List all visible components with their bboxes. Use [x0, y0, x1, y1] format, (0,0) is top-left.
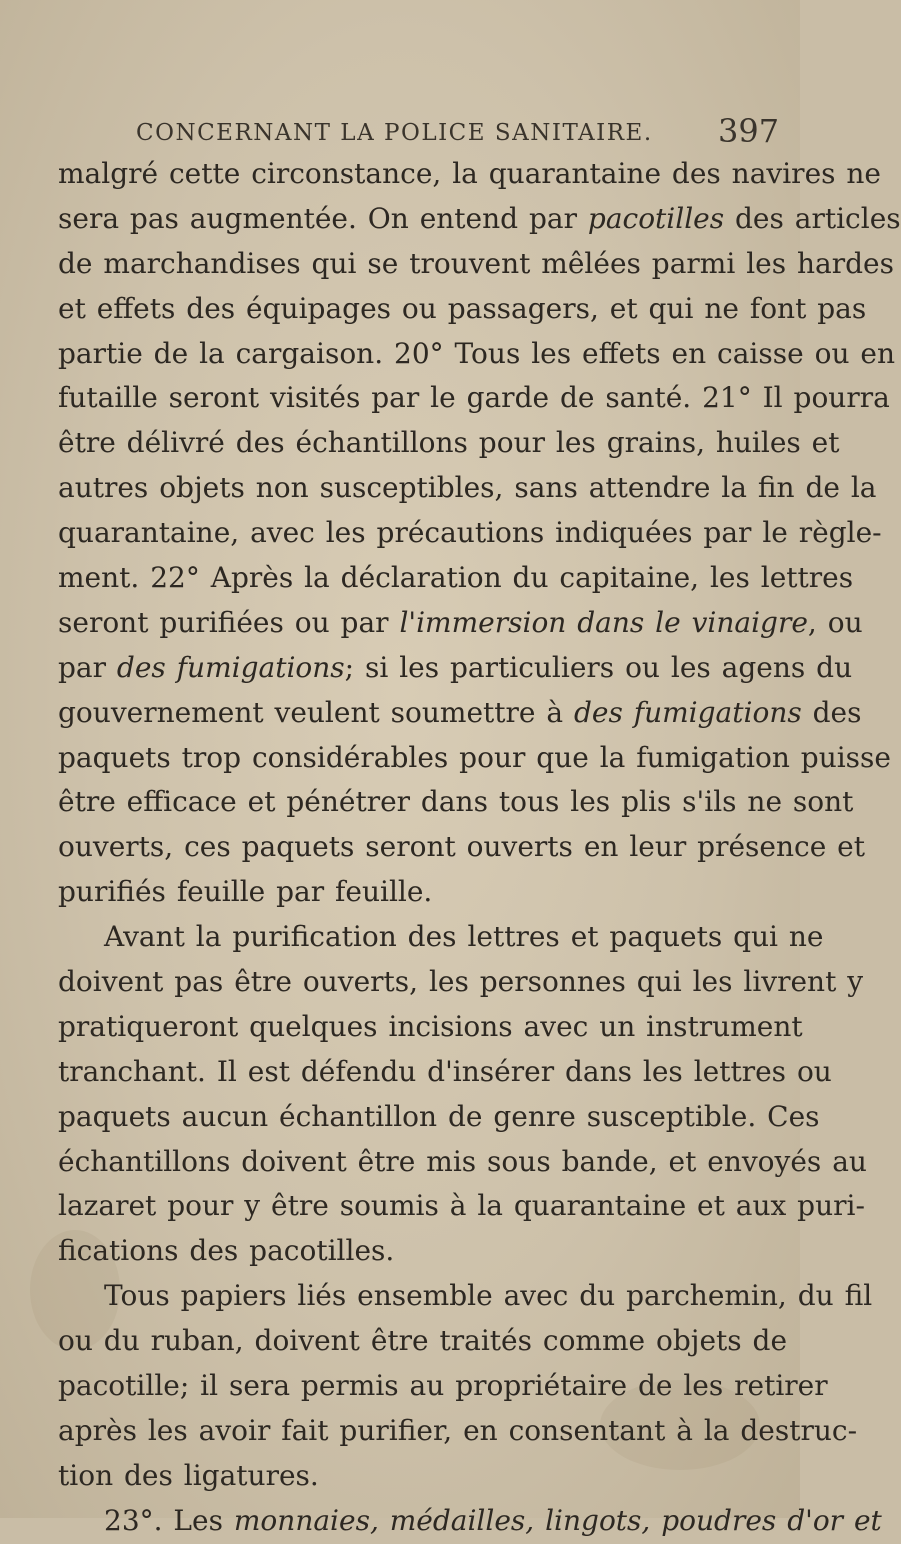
text-run: paquets trop considérables pour que la fumigation puisse — [58, 740, 891, 774]
text-run: Tous papiers liés ensemble avec du parchemin, du fil — [104, 1279, 873, 1313]
text-run: ; si les particuliers ou les agens du — [344, 650, 853, 684]
text-run: malgré cette circonstance, la quarantaine des navires ne — [58, 157, 882, 190]
text-run: être efficace et pénétrer dans tous les plis s'ils ne sont — [58, 785, 854, 819]
text-line — [58, 466, 877, 511]
text-line — [58, 1229, 770, 1274]
text-line — [58, 1454, 770, 1499]
text-run: Avant la purification des lettres et paquets qui ne — [104, 920, 824, 954]
text-run: ou du ruban, doivent être traités comme objets de — [58, 1324, 788, 1358]
italic-text: monnaies, médailles, lingots, poudres d'or et — [233, 1503, 882, 1537]
text-line — [58, 1319, 788, 1364]
text-body — [58, 152, 901, 1544]
text-run: fications des pacotilles. — [58, 1234, 395, 1268]
text-run: de marchandises qui se trouvent mêlées parmi les hardes — [58, 246, 894, 280]
text-line — [58, 242, 894, 287]
text-run: 23°. Les — [104, 1503, 234, 1537]
text-run: tranchant. Il est défendu d'insérer dans les lettres ou — [58, 1054, 832, 1088]
text-run: tion des ligatures. — [58, 1458, 319, 1492]
text-line — [58, 1005, 803, 1050]
text-line — [58, 376, 890, 421]
italic-text: l'immersion dans le vinaigre — [399, 605, 808, 639]
page-number: 397 — [718, 112, 780, 150]
text-run: et effets des équipages ou passagers, et qui ne font pas — [58, 291, 867, 325]
text-run: purifiés feuille par feuille. — [58, 875, 433, 909]
text-line — [58, 287, 867, 332]
text-line — [58, 736, 891, 781]
text-line — [58, 915, 824, 960]
text-run: gouvernement veulent soumettre à — [58, 695, 574, 729]
text-run: seront purifiées ou par — [58, 605, 400, 639]
text-line — [58, 511, 882, 556]
text-line — [58, 1409, 858, 1454]
text-line — [58, 1095, 820, 1140]
text-run: autres objets non susceptibles, sans attendre la fin de la — [58, 471, 877, 505]
text-line — [58, 1499, 882, 1544]
text-run: après les avoir fait purifier, en consentant à la destruc- — [58, 1413, 858, 1447]
text-run: des articles — [724, 201, 901, 235]
text-line — [58, 646, 853, 691]
text-line — [58, 1274, 873, 1319]
text-run: quarantaine, avec les précautions indiquées par le règle- — [58, 516, 882, 550]
text-line — [58, 1050, 832, 1095]
running-title: CONCERNANT LA POLICE SANITAIRE. — [136, 120, 653, 146]
text-run: être délivré des échantillons pour les grains, huiles et — [58, 426, 840, 460]
text-line — [58, 1364, 828, 1409]
italic-text: des fumigations — [573, 695, 802, 729]
text-run: par — [58, 650, 117, 684]
italic-text: pacotilles — [587, 201, 725, 235]
text-line — [58, 421, 840, 466]
text-line — [58, 152, 882, 197]
text-run: futaille seront visités par le garde de santé. 21° Il pourra — [58, 381, 890, 415]
text-line — [58, 601, 863, 646]
text-line — [58, 332, 895, 377]
text-run: , ou — [807, 605, 863, 639]
text-line — [58, 1140, 867, 1185]
text-run: paquets aucun échantillon de genre susceptible. Ces — [58, 1099, 820, 1133]
text-line — [58, 780, 854, 825]
text-run: échantillons doivent être mis sous bande, et envoyés au — [58, 1144, 867, 1178]
text-line — [58, 825, 865, 870]
italic-text: des fumigations — [116, 650, 345, 684]
text-run: ouverts, ces paquets seront ouverts en leur présence et — [58, 830, 865, 864]
text-run: des — [801, 695, 862, 729]
text-line — [58, 960, 864, 1005]
text-line — [58, 197, 901, 242]
text-run: lazaret pour y être soumis à la quarantaine et aux puri- — [58, 1189, 865, 1223]
text-line — [58, 691, 862, 736]
text-run: pratiqueront quelques incisions avec un instrument — [58, 1009, 803, 1043]
text-line — [58, 870, 770, 915]
running-head — [0, 108, 800, 158]
text-run: sera pas augmentée. On entend par — [58, 201, 588, 235]
text-run: doivent pas être ouverts, les personnes qui les livrent y — [58, 965, 864, 999]
text-run: partie de la cargaison. 20° Tous les effets en caisse ou en — [58, 336, 895, 370]
text-line — [58, 1184, 865, 1229]
text-line — [58, 556, 854, 601]
text-run: pacotille; il sera permis au propriétaire de les retirer — [58, 1369, 828, 1403]
text-run: ment. 22° Après la déclaration du capitaine, les lettres — [58, 561, 854, 595]
